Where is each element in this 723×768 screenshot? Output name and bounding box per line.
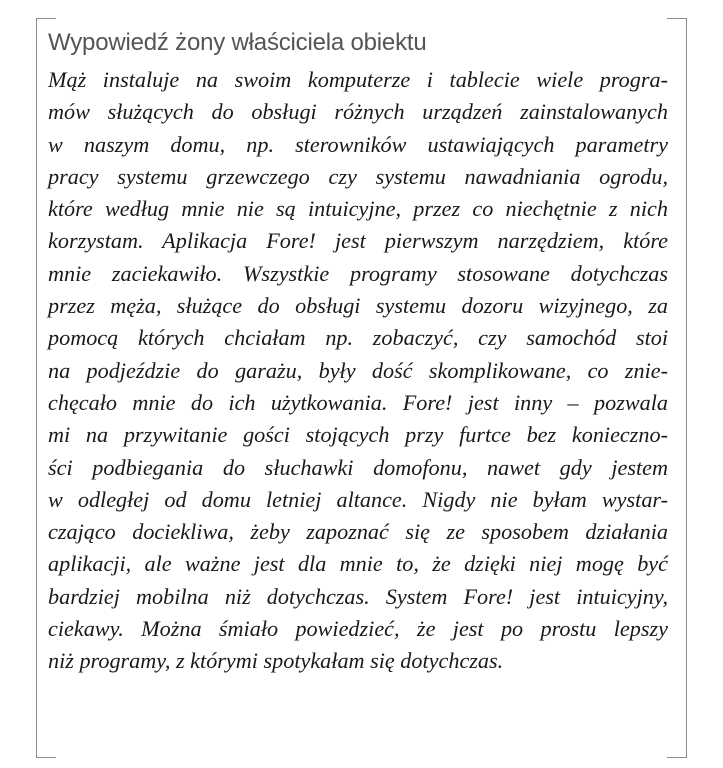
quote-line: mnie zaciekawiło. Wszystkie programy stosowane dotychczas [48,260,668,286]
quote-line: czająco dociekliwa, żeby zapoznać się ze sposobem działania [48,519,668,545]
quote-text [48,64,668,678]
frame-left-border [36,18,37,758]
quote-line: aplikacji, ale ważne jest dla mnie to, że dzięki niej mogę być [48,551,668,577]
frame-corner-bottom-left-horizontal [36,757,56,758]
quote-line: ciekawy. Można śmiało powiedzieć, że jest po prostu lepszy [48,616,668,642]
quote-line: ści podbiegania do słuchawki domofonu, nawet gdy jestem [48,454,668,480]
quote-line: w odległej od domu letniej altance. Nigdy nie byłam wystar- [48,486,668,512]
quote-heading: Wypowiedź żony właściciela obiektu [48,29,427,56]
frame-corner-top-right-horizontal [667,18,687,19]
frame-right-border [686,18,687,758]
quote-line: chęcało mnie do ich użytkowania. Fore! jest inny – pozwala [48,389,668,415]
quote-line: w naszym domu, np. sterowników ustawiających parametry [48,131,668,157]
quote-line: pomocą których chciałam np. zobaczyć, czy samochód stoi [48,325,668,351]
quote-line: Mąż instaluje na swoim komputerze i tablecie wiele progra- [48,67,668,92]
quote-line: mi na przywitanie gości stojących przy furtce bez konieczno- [48,422,668,448]
frame-corner-top-left-horizontal [36,18,56,19]
quote-line: bardziej mobilna niż dotychczas. System Fore! jest intuicyjny, [48,583,668,609]
quote-line: które według mnie nie są intuicyjne, przez co niechętnie z nich [48,196,668,222]
frame-corner-bottom-right-horizontal [667,757,687,758]
quote-line: przez męża, służące do obsługi systemu dozoru wizyjnego, za [48,293,668,319]
quote-line: pracy systemu grzewczego czy systemu nawadniania ogrodu, [48,163,668,189]
quote-line: niż programy, z którymi spotykałam się dotychczas. [48,648,504,674]
quote-box [48,26,668,678]
quote-line: na podjeździe do garażu, były dość skomplikowane, co znie- [48,357,668,383]
quote-line: mów służących do obsługi różnych urządzeń zainstalowanych [48,99,668,125]
quote-line: korzystam. Aplikacja Fore! jest pierwszym narzędziem, które [48,228,668,254]
